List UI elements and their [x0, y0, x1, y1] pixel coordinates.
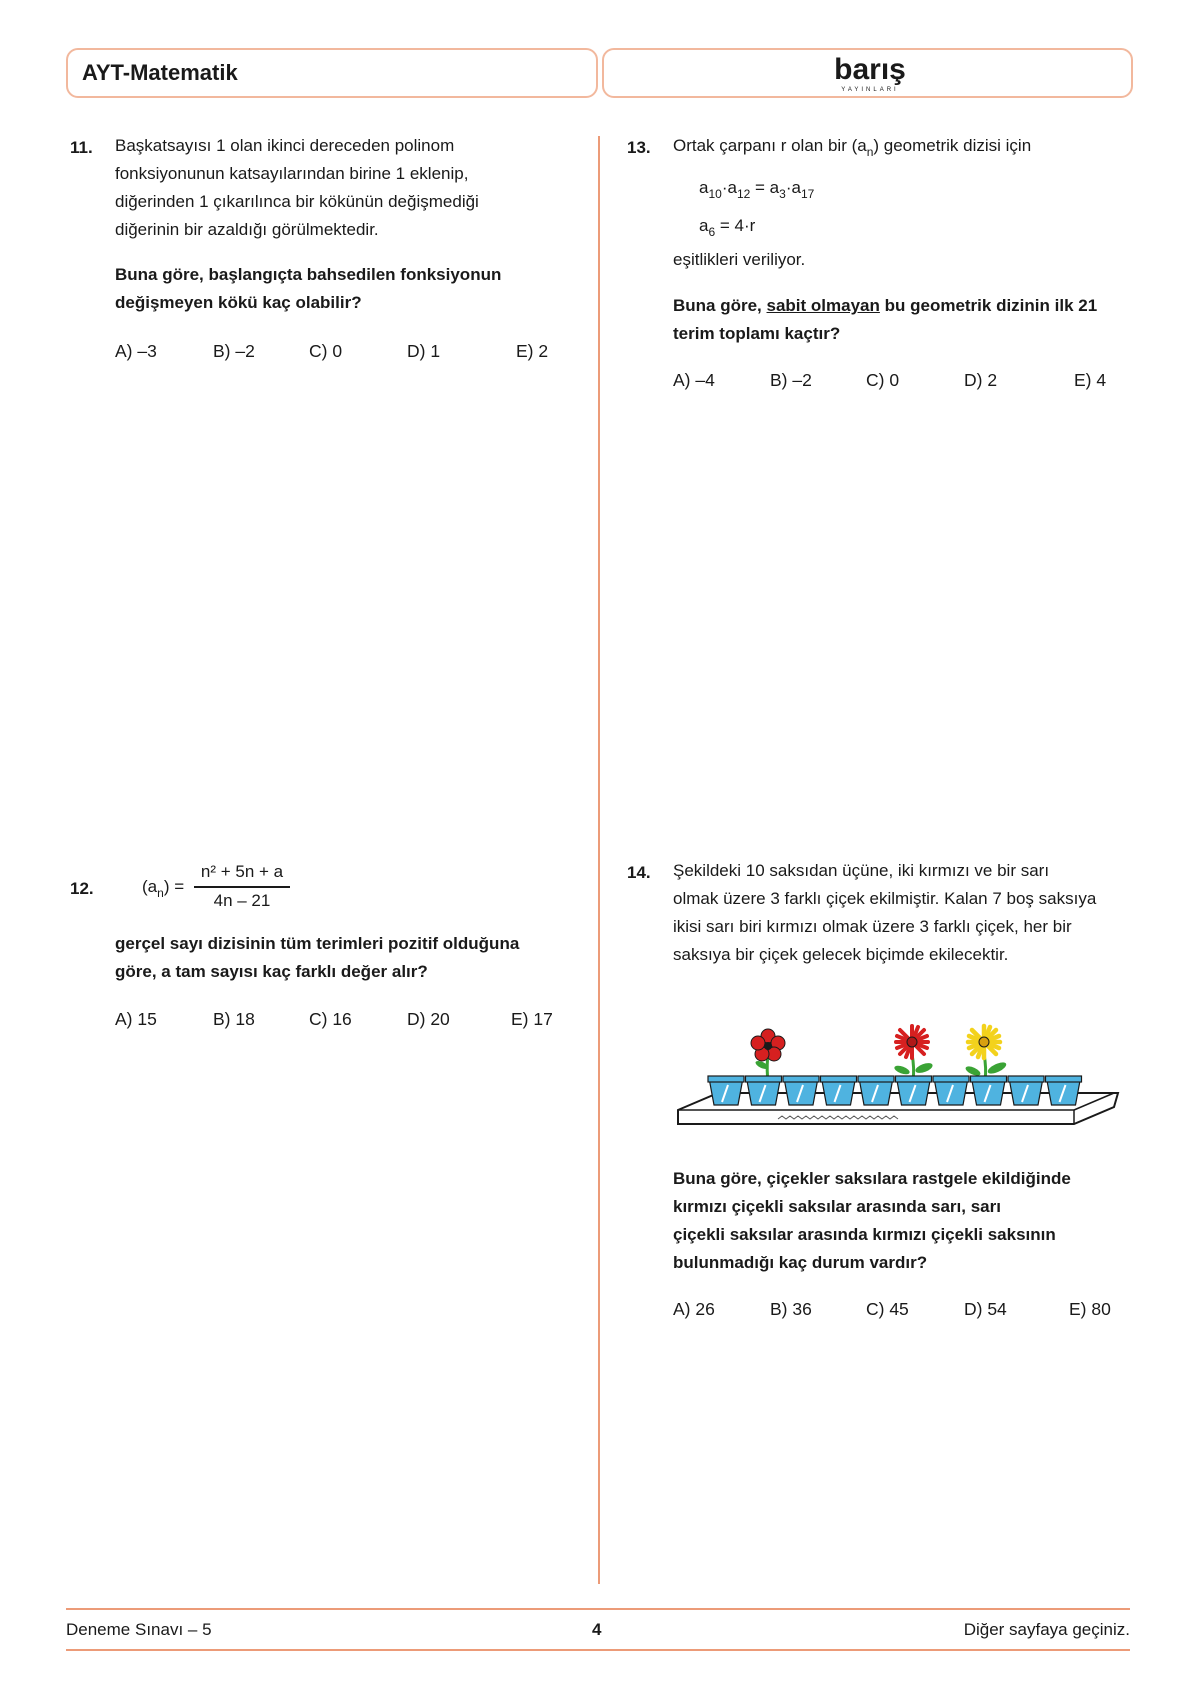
header-left-box	[66, 48, 598, 98]
q11-question: değişmeyen kökü kaç olabilir?	[115, 293, 362, 312]
q14-question-line: çiçekli saksılar arasında kırmızı çiçekli saksının	[673, 1225, 1056, 1244]
q12-fraction	[194, 862, 290, 911]
footer-next-page: Diğer sayfaya geçiniz.	[963, 1620, 1130, 1639]
q13-given: eşitlikleri veriliyor.	[673, 250, 806, 269]
q11-choice-b[interactable]: B) –2	[213, 341, 255, 361]
q11-choice-a[interactable]: A) –3	[115, 341, 157, 361]
flower-pot-rim	[746, 1076, 782, 1082]
q13-choice-a[interactable]: A) –4	[673, 370, 715, 390]
flower-pot-rim	[896, 1076, 932, 1082]
q13-question-c: terim toplamı kaçtır?	[673, 324, 841, 343]
q14-choice-c[interactable]: C) 45	[866, 1299, 909, 1319]
q14-question	[673, 1165, 1071, 1277]
yellow-flower	[964, 1026, 1007, 1080]
publisher-logo	[820, 50, 920, 98]
q12-choice-e[interactable]: E) 17	[511, 1009, 553, 1029]
logo-subtext: YAYINLARI	[841, 87, 899, 93]
q13-intro-b: ) geometrik dizisi için	[873, 136, 1032, 155]
red-flower-1	[751, 1029, 785, 1080]
q11-choice-c[interactable]: C) 0	[309, 341, 343, 361]
footer-exam-name: Deneme Sınavı – 5	[66, 1620, 212, 1639]
q13-eq1: $a_{10}\cdot a_{12} = a_3\cdot a_{17}$	[699, 178, 815, 201]
q14-line: ikisi sarı biri kırmızı olmak üzere 3 farklı çiçek, her bir	[673, 917, 1072, 936]
flower-pot-rim	[1046, 1076, 1082, 1082]
q13-question-b: bu geometrik dizinin ilk 21	[879, 296, 1098, 315]
subject-title: AYT-Matematik	[82, 60, 238, 85]
q12-question-line: gerçel sayı dizisinin tüm terimleri pozitif olduğuna	[115, 934, 520, 953]
q14-question-line: bulunmadığı kaç durum vardır?	[673, 1253, 928, 1272]
q13-eq2: $a_6 = 4\cdot r$	[699, 216, 756, 239]
q12-question	[115, 930, 519, 986]
q12-lhs-text: (a	[142, 877, 158, 896]
q14-line: saksıya bir çiçek gelecek biçimde ekilecektir.	[673, 945, 1009, 964]
q13-choice-b[interactable]: B) –2	[770, 370, 812, 390]
q14-choice-e[interactable]: E) 80	[1069, 1299, 1111, 1319]
flower-pot-rim	[1008, 1076, 1044, 1082]
q13-choice-c[interactable]: C) 0	[866, 370, 900, 390]
q11-choice-d[interactable]: D) 1	[407, 341, 441, 361]
flower-pot-rim	[708, 1076, 744, 1082]
column-divider	[598, 136, 600, 1584]
q11-line: diğerinin bir azaldığı görülmektedir.	[115, 220, 379, 239]
q11-body	[115, 132, 501, 317]
q13-choice-e[interactable]: E) 4	[1074, 370, 1107, 390]
flower-pot-rim	[858, 1076, 894, 1082]
flower-pot-rim	[933, 1076, 969, 1082]
q14-choice-a[interactable]: A) 26	[673, 1299, 715, 1319]
red-flower-2	[893, 1026, 934, 1080]
q12-number: 12.	[70, 879, 94, 898]
flower-pot-rim	[971, 1076, 1007, 1082]
q14-line: olmak üzere 3 farklı çiçek ekilmiştir. Kalan 7 boş saksıya	[673, 889, 1097, 908]
q14-question-line: Buna göre, çiçekler saksılara rastgele ekildiğinde	[673, 1169, 1071, 1188]
q12-choice-a[interactable]: A) 15	[115, 1009, 157, 1029]
fraction-bar	[194, 886, 290, 888]
q11-line: diğerinden 1 çıkarılınca bir kökünün değişmediği	[115, 192, 479, 211]
flower-pot-rim	[783, 1076, 819, 1082]
footer-top-line	[66, 1608, 1130, 1610]
q13-question	[673, 292, 1097, 348]
q13-question-underlined: sabit olmayan	[766, 296, 880, 315]
flower-pot-rim	[821, 1076, 857, 1082]
q12-numerator: n² + 5n + a	[200, 862, 284, 881]
q12-denominator: 4n – 21	[213, 890, 271, 910]
q13-intro	[673, 132, 1031, 166]
q11-choice-e[interactable]: E) 2	[516, 341, 549, 361]
q13-question-a: Buna göre,	[673, 296, 767, 315]
q12-question-line: göre, a tam sayısı kaç farklı değer alır?	[115, 962, 428, 981]
q11-line: fonksiyonunun katsayılarından birine 1 eklenip,	[115, 164, 469, 183]
footer-bottom-line	[66, 1649, 1130, 1651]
q14-line: Şekildeki 10 saksıdan üçüne, iki kırmızı ve bir sarı	[673, 861, 1050, 880]
q12-choice-c[interactable]: C) 16	[309, 1009, 352, 1029]
q13-number: 13.	[627, 138, 651, 157]
logo-text: barış	[834, 53, 906, 86]
q12-lhs-sub: n	[157, 886, 164, 900]
footer-page-number: 4	[592, 1620, 602, 1639]
q13-intro-a: Ortak çarpanı r olan bir (a	[673, 136, 867, 155]
q11-line: Başkatsayısı 1 olan ikinci dereceden polinom	[115, 136, 455, 155]
q13-choice-d[interactable]: D) 2	[964, 370, 998, 390]
q13-intro-sub: n	[866, 145, 874, 159]
q14-question-line: kırmızı çiçekli saksılar arasında sarı, sarı	[673, 1197, 1001, 1216]
q12-lhs-end: ) =	[163, 877, 185, 896]
flower-pots-illustration	[668, 1010, 1128, 1140]
q11-number: 11.	[70, 138, 93, 157]
header-right-box	[602, 48, 1133, 98]
q12-choice-d[interactable]: D) 20	[407, 1009, 450, 1029]
q14-body	[673, 857, 1096, 969]
q14-choice-b[interactable]: B) 36	[770, 1299, 812, 1319]
q12-lhs	[142, 877, 184, 900]
q11-question: Buna göre, başlangıçta bahsedilen fonksiyonun	[115, 265, 502, 284]
q14-choice-d[interactable]: D) 54	[964, 1299, 1007, 1319]
q12-choice-b[interactable]: B) 18	[213, 1009, 255, 1029]
q14-number: 14.	[627, 863, 651, 882]
